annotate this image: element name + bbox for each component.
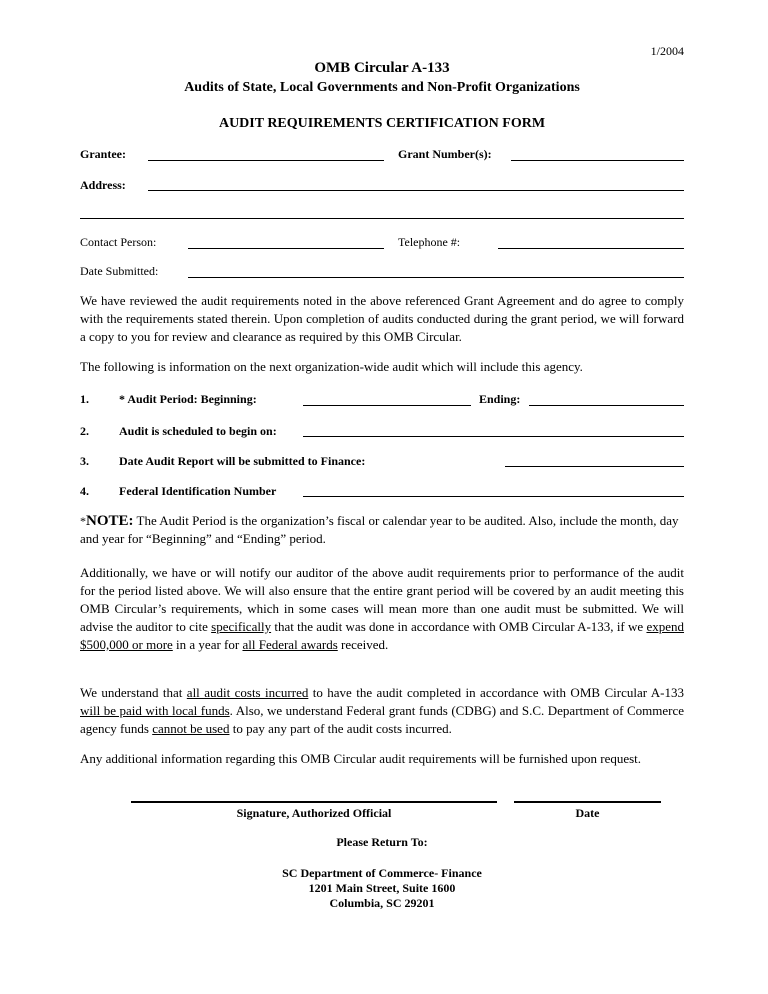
understand-text-2: to have the audit completed in accordance with OMB Circular A-133 [308,685,684,700]
contact-person-label: Contact Person: [80,235,157,249]
document-subtitle: Audits of State, Local Governments and Non-Profit Organizations [184,80,580,95]
report-submitted-label: Date Audit Report will be submitted to Finance: [119,454,366,468]
document-title: OMB Circular A-133 [314,60,450,76]
return-address-line-1: SC Department of Commerce- Finance [282,866,482,880]
additional-underline-specifically: specifically [211,619,272,634]
return-address-line-3: Columbia, SC 29201 [329,896,435,910]
item-number-4: 4. [80,484,89,498]
return-address-line-2: 1201 Main Street, Suite 1600 [308,881,456,895]
understand-underline-local-funds: will be paid with local funds [80,703,230,718]
audit-period-ending-label: Ending: [479,392,521,406]
address-field[interactable] [148,190,684,191]
additional-text-1: Additionally, we have or will notify our auditor of the above audit requirements prior to performance of the audit for the period listed above. We will also ensure that the entire grant period will be covered by an audit meeting this OMB Circular’s requirements, which in some cases will mean more than one audit must be submitted. We will advise the auditor to cite [80,565,684,634]
return-to-heading: Please Return To: [336,835,428,849]
address-label: Address: [80,178,126,192]
additional-underline-expend: expend $500,000 or more [80,619,685,652]
date-code: 1/2004 [650,44,684,58]
federal-id-label: Federal Identification Number [119,484,277,498]
item-number-2: 2. [80,424,89,438]
note-label: NOTE: [86,513,134,529]
info-line: The following is information on the next organization-wide audit which will include this agency. [80,359,583,374]
date-submitted-label: Date Submitted: [80,264,159,278]
grantee-label: Grantee: [80,147,126,161]
signature-date-label: Date [575,806,600,820]
understand-underline-costs: all audit costs incurred [186,685,309,700]
additional-paragraph [80,564,684,654]
additional-text-2: that the audit was done in accordance with OMB Circular A-133, if we [271,619,647,634]
audit-period-beginning-label: * Audit Period: Beginning: [119,392,257,406]
grant-number-field[interactable] [511,160,684,161]
additional-info-paragraph: Any additional information regarding this OMB Circular audit requirements will be furnished upon request. [80,751,642,766]
item-number-1: 1. [80,392,89,406]
telephone-label: Telephone #: [398,235,461,249]
signature-label: Signature, Authorized Official [236,806,392,820]
intro-paragraph: We have reviewed the audit requirements noted in the above referenced Grant Agreement and do agree to comply with the requirements stated therein. Upon completion of audits conducted during the grant period, we will forward a copy to you for review and clearance as required by this OMB Circular. [80,293,684,344]
audit-period-ending-field[interactable] [529,405,684,406]
grantee-field[interactable] [148,160,384,161]
address-field-line-2[interactable] [80,218,684,219]
federal-id-field[interactable] [303,496,684,497]
audit-begin-field[interactable] [303,436,684,437]
understand-underline-cannot-be-used: cannot be used [152,721,230,736]
form-title: AUDIT REQUIREMENTS CERTIFICATION FORM [218,116,546,131]
grant-number-label: Grant Number(s): [398,147,492,161]
understand-text-3: . Also, we understand Federal grant funds (CDBG) and S.C. Department of Commerce agency funds [80,703,685,736]
date-submitted-field[interactable] [188,277,684,278]
signature-field[interactable] [131,801,497,803]
understand-text-1: We understand that [80,685,187,700]
item-number-3: 3. [80,454,89,468]
contact-person-field[interactable] [188,248,384,249]
additional-text-4: received. [337,637,389,652]
understand-paragraph [80,684,684,738]
additional-underline-federal-awards: all Federal awards [242,637,338,652]
telephone-field[interactable] [498,248,684,249]
additional-text-3: in a year for [172,637,243,652]
note-text: The Audit Period is the organization’s fiscal or calendar year to be audited. Also, include the month, day and year for “Beginning” and “Ending” period. [80,513,679,546]
audit-begin-label: Audit is scheduled to begin on: [119,424,277,438]
audit-period-beginning-field[interactable] [303,405,471,406]
note-paragraph [80,512,684,548]
note-asterisk: * [80,514,86,528]
understand-text-4: to pay any part of the audit costs incurred. [229,721,452,736]
signature-date-field[interactable] [514,801,661,803]
report-submitted-field[interactable] [505,466,684,467]
